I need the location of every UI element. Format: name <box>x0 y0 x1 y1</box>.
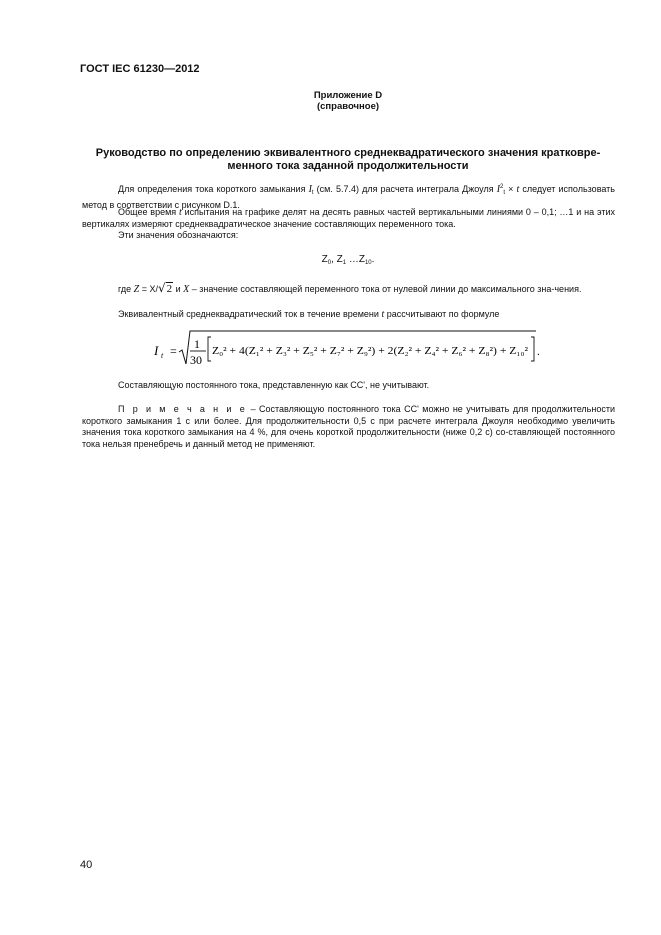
paragraph-4: где Z = X/√2 и X – значение составляющей переменного тока от нулевой линии до максимального зна-чения. <box>118 281 582 295</box>
left-bracket <box>208 337 211 361</box>
section-title-line1: Руководство по определению эквивалентного среднеквадратического значения кратковре- <box>95 147 601 159</box>
formula-end: . <box>537 346 540 358</box>
formula-lhs: I <box>154 343 159 358</box>
paragraph-2: Общее время t испытания на графике делят на десять равных частей вертикальными линиями 0 – 0,1; …1 и на этих вертикалях измеряют среднеквадратическое значение составляющих переменного тока. <box>82 207 615 229</box>
right-bracket <box>531 337 534 361</box>
fraction-denominator: 30 <box>190 353 202 367</box>
standard-designation: ГОСТ IEC 61230—2012 <box>80 63 200 75</box>
note-text: – Составляющую постоянного тока СС' можно не учитывать для продолжительности короткого замыкания 1 с или более. Для продолжительности 0,5 с при расчете интеграла Джоуля необходимо увеличить значения тока короткого замыкания на 4 %, для очень короткой продолжительности (ниже 0,2 с) со-ставляющей постоянного тока нельзя пренебречь и данный метод не применяют. <box>82 404 615 449</box>
note-label: П р и м е ч а н и е <box>118 404 248 414</box>
note-paragraph <box>82 404 615 450</box>
appendix-type: (справочное) <box>316 101 380 112</box>
formula-lhs-sub: t <box>161 351 164 360</box>
page-number: 40 <box>80 859 93 871</box>
fraction-numerator: 1 <box>194 337 200 351</box>
equivalent-current-formula <box>150 328 550 370</box>
section-title <box>80 147 616 173</box>
formula-equals: = <box>170 344 177 358</box>
formula-body: Z₀² + 4(Z₁² + Z₃² + Z₅² + Z₇² + Z₉²) + 2(Z₂² + Z₄² + Z₆² + Z₈²) + Z₁₀² <box>212 345 529 357</box>
paragraph-6: Составляющую постоянного тока, представленную как СС', не учитывают. <box>118 380 430 390</box>
appendix-label: Приложение D <box>313 90 383 101</box>
paragraph-5: Эквивалентный среднеквадратический ток в течение времени t рассчитывают по формуле <box>118 309 500 320</box>
section-title-line2: менного тока заданной продолжительности <box>227 160 469 172</box>
z-values-list: $Z_0$, $Z_1$ $\dots Z_{10}$. <box>321 254 375 266</box>
paragraph-3: Эти значения обозначаются: <box>118 230 239 240</box>
sqrt-symbol: √ <box>157 281 166 295</box>
paragraph-1: Для определения тока короткого замыкания $I_t$ (см. 5.7.4) для расчета интеграла Джоуля $I^2_t \times t$ следует использовать метод в соответствии с рисунком D.1. <box>82 184 615 210</box>
